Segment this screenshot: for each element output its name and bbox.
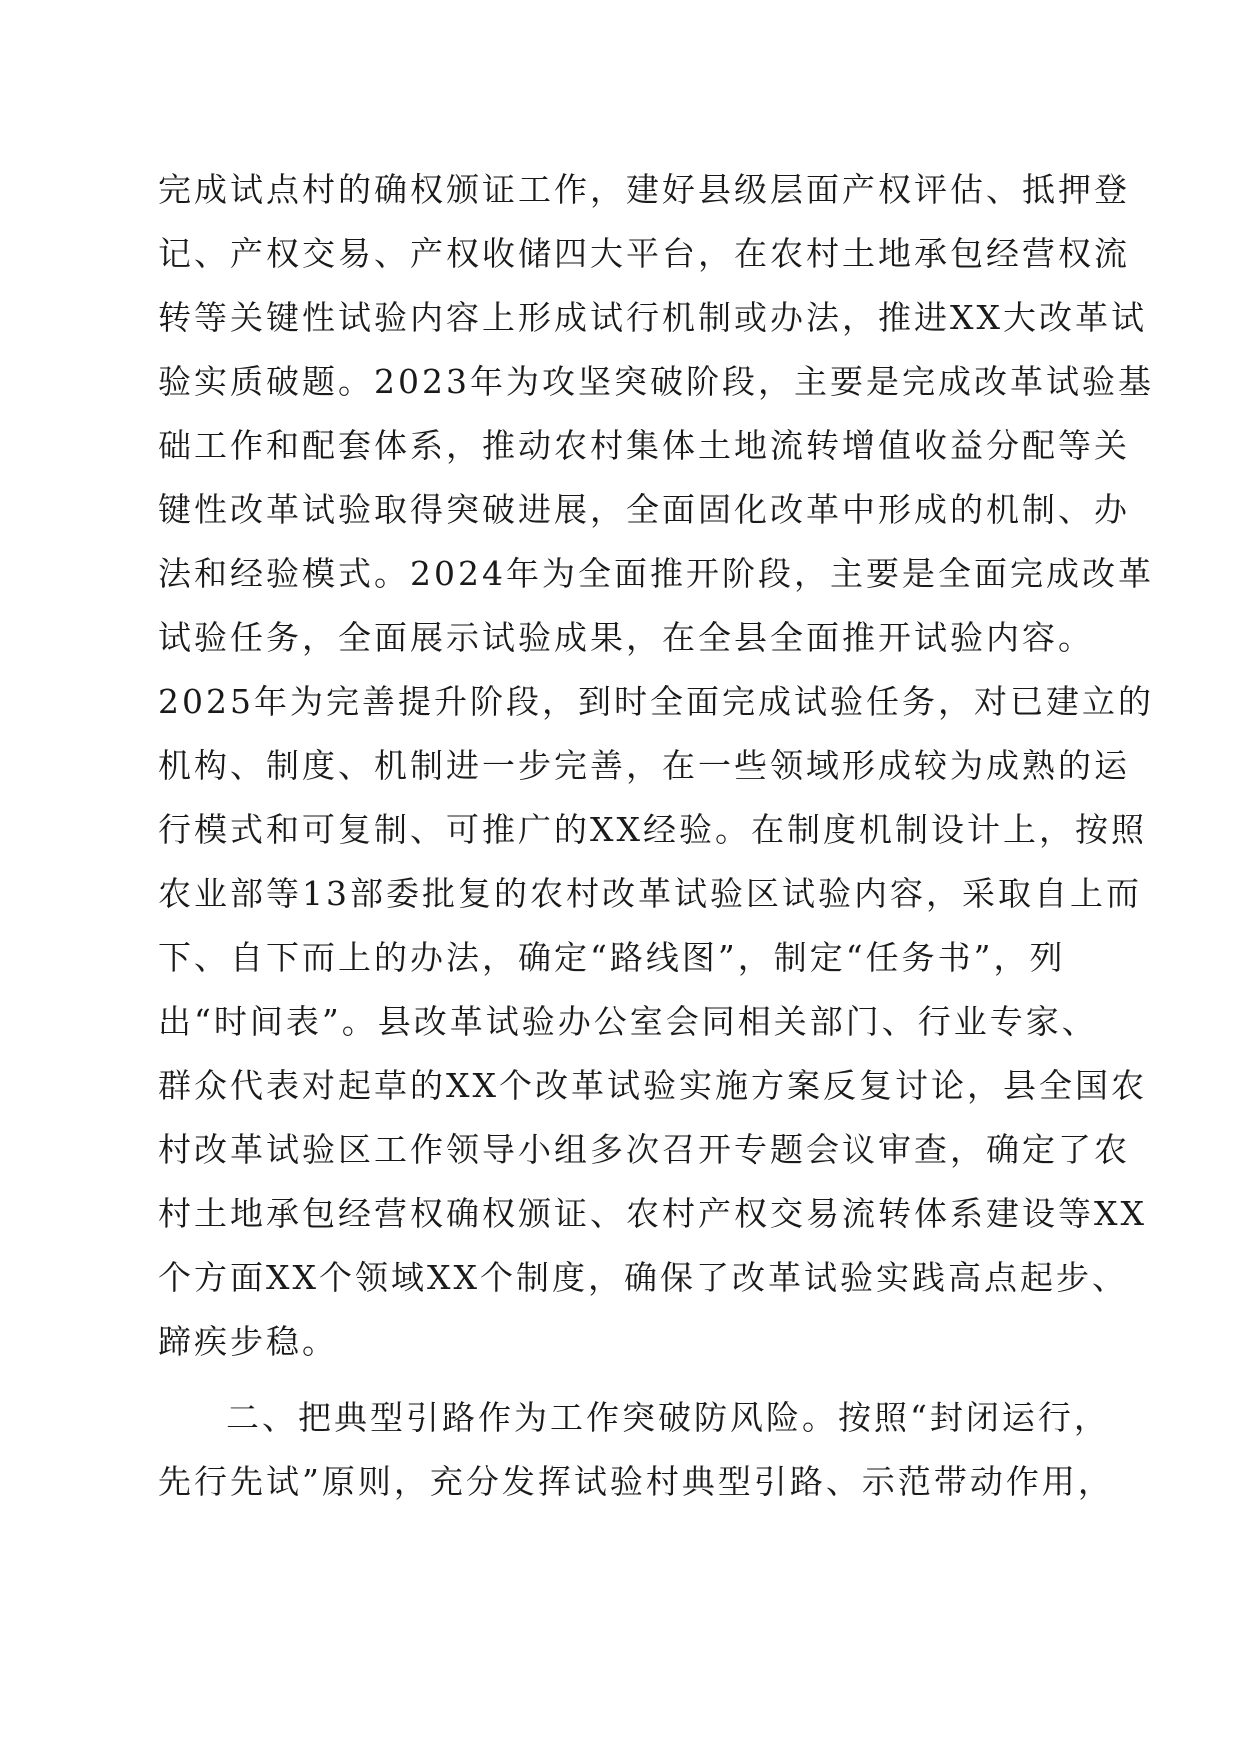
text-line: 键性改革试验取得突破进展，全面固化改革中形成的机制、办 — [158, 490, 1130, 529]
text-line: 行模式和可复制、可推广的XX经验。在制度机制设计上，按照 — [158, 810, 1147, 849]
section-heading-line: 二、把典型引路作为工作突破防风险。按照“封闭运行， — [226, 1398, 1110, 1437]
text-line: 个方面XX个领域XX个制度，确保了改革试验实践高点起步、 — [158, 1258, 1128, 1297]
text-line: 转等关键性试验内容上形成试行机制或办法，推进XX大改革试 — [158, 298, 1147, 337]
text-line: 2025年为完善提升阶段，到时全面完成试验任务，对已建立的 — [158, 682, 1154, 721]
text-line: 农业部等13部委批复的农村改革试验区试验内容，采取自上而 — [158, 874, 1142, 913]
text-line: 先行先试”原则，充分发挥试验村典型引路、示范带动作用， — [158, 1462, 1114, 1501]
text-line: 记、产权交易、产权收储四大平台，在农村土地承包经营权流 — [158, 234, 1130, 273]
text-line: 下、自下而上的办法，确定“路线图”，制定“任务书”，列 — [158, 938, 1066, 977]
text-line: 验实质破题。2023年为攻坚突破阶段，主要是完成改革试验基 — [158, 362, 1154, 401]
text-line: 蹄疾步稳。 — [158, 1322, 338, 1361]
text-line: 试验任务，全面展示试验成果，在全县全面推开试验内容。 — [158, 618, 1094, 657]
text-line: 础工作和配套体系，推动农村集体土地流转增值收益分配等关 — [158, 426, 1130, 465]
text-line: 村土地承包经营权确权颁证、农村产权交易流转体系建设等XX — [158, 1194, 1147, 1233]
text-line: 机构、制度、机制进一步完善，在一些领域形成较为成熟的运 — [158, 746, 1130, 785]
text-line: 村改革试验区工作领导小组多次召开专题会议审查，确定了农 — [158, 1130, 1130, 1169]
text-line: 群众代表对起草的XX个改革试验实施方案反复讨论，县全国农 — [158, 1066, 1147, 1105]
text-line: 法和经验模式。2024年为全面推开阶段，主要是全面完成改革 — [158, 554, 1154, 593]
text-line: 完成试点村的确权颁证工作，建好县级层面产权评估、抵押登 — [158, 170, 1130, 209]
text-line: 出“时间表”。县改革试验办公室会同相关部门、行业专家、 — [158, 1002, 1098, 1041]
